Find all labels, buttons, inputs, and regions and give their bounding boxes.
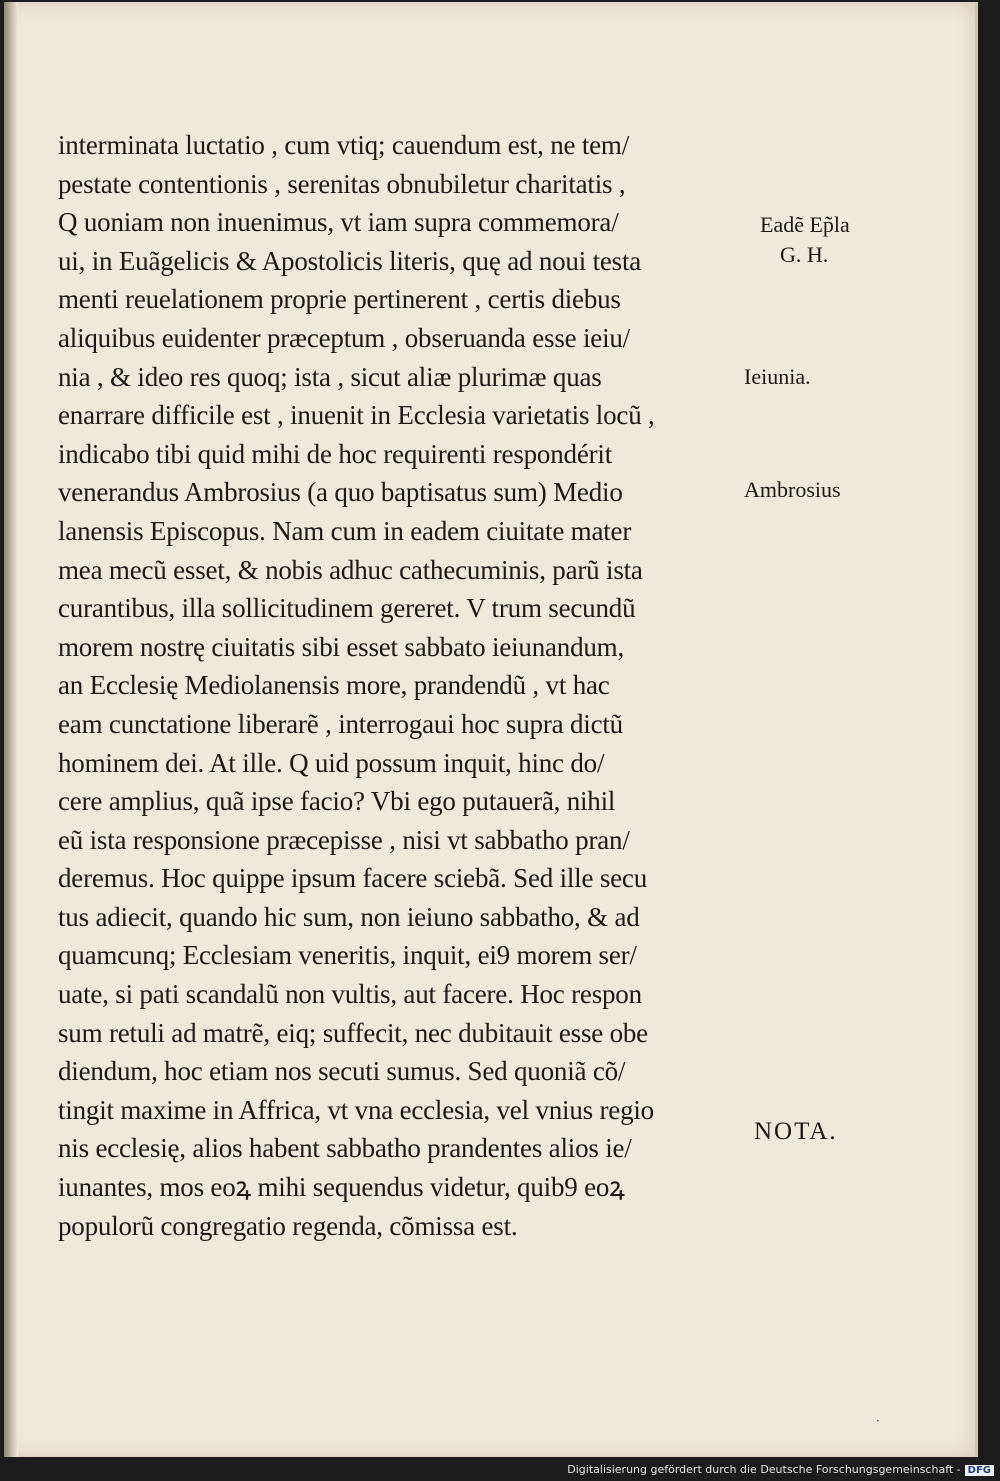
text-line-4: ui, in Euãgelicis & Apostolicis literis, quę ad noui testa (58, 245, 642, 276)
text-line-10: venerandus Ambrosius (a quo baptisatus sum) Medio (58, 477, 623, 508)
text-line-8: enarrare difficile est , inuenit in Ecclesia varietatis locũ , (58, 400, 655, 431)
text-line-6: aliquibus euidenter præceptum , obseruanda esse ieiu/ (58, 322, 630, 353)
text-line-7: nia , & ideo res quoq; ista , sicut aliæ plurimæ quas (58, 361, 602, 392)
text-line-23: uate, si pati scandalũ non vultis, aut facere. Hoc respon (58, 979, 642, 1010)
text-line-22: quamcunq; Ecclesiam veneritis, inquit, ei9 morem ser/ (58, 940, 637, 971)
text-line-21: tus adiecit, quando hic sum, non ieiuno sabbatho, & ad (58, 901, 640, 932)
text-line-3: Q uoniam non inuenimus, vt iam supra commemora/ (58, 207, 619, 238)
text-line-20: deremus. Hoc quippe ipsum facere sciebã. Sed ille secu (58, 863, 647, 894)
text-line-13: curantibus, illa sollicitudinem gereret. V trum secundũ (58, 593, 636, 624)
text-line-24: sum retuli ad matrẽ, eiq; suffecit, nec dubitauit esse obe (58, 1017, 648, 1048)
text-line-26: tingit maxime in Affrica, vt vna ecclesia, vel vnius regio (58, 1094, 654, 1125)
text-line-18: cere amplius, quã ipse facio? Vbi ego putauerã, nihil (58, 786, 616, 817)
margin-note-ieiunia: Ieiunia. (744, 364, 811, 389)
text-line-17: hominem dei. At ille. Q uid possum inquit, hinc do/ (58, 747, 605, 778)
text-line-27: nis ecclesię, alios habent sabbatho prandentes alios ie/ (58, 1133, 632, 1164)
book-page (4, 2, 978, 1457)
margin-note-eadem-epistola: Eadẽ Ep̃la (760, 212, 850, 237)
credit-text: Digitalisierung gefördert durch die Deutsche Forschungsgemeinschaft - (567, 1463, 961, 1476)
page-gutter-shadow (4, 2, 18, 1457)
margin-note-gh: G. H. (780, 242, 829, 267)
text-line-16: eam cunctatione liberarẽ , interrogaui hoc supra dictũ (58, 708, 623, 739)
text-line-12: mea mecũ esset, & nobis adhuc cathecuminis, parũ ista (58, 554, 643, 585)
digitization-credit (567, 1463, 994, 1476)
text-line-2: pestate contentionis , serenitas obnubiletur charitatis , (58, 168, 626, 199)
text-line-14: morem nostrę ciuitatis sibi esset sabbato ieiunandum, (58, 631, 625, 662)
text-line-11: lanensis Episcopus. Nam cum in eadem ciuitate mater (58, 515, 632, 546)
text-line-19: eũ ista responsione præcepisse , nisi vt sabbatho pran/ (58, 824, 630, 855)
text-line-15: an Ecclesię Mediolanensis more, prandendũ , vt hac (58, 670, 610, 701)
body-text (58, 126, 748, 1245)
text-line-28: iunantes, mos eoꝝ mihi sequendus videtur, quib9 eoꝝ (58, 1172, 625, 1203)
text-line-25: diendum, hoc etiam nos secuti sumus. Sed quoniã cõ/ (58, 1056, 626, 1087)
text-line-5: menti reuelationem proprie pertinerent , certis diebus (58, 284, 621, 315)
page-speck: · (876, 1414, 880, 1428)
margin-note-ambrosius: Ambrosius (744, 477, 841, 502)
dfg-logo: DFG (965, 1465, 994, 1476)
text-line-9: indicabo tibi quid mihi de hoc requirenti respondérit (58, 438, 613, 469)
text-line-1: interminata luctatio , cum vtiq; cauendum est, ne tem/ (58, 130, 630, 160)
text-line-29: populorũ congregatio regenda, cõmissa est. (58, 1210, 518, 1241)
margin-note-nota: NOTA. (754, 1118, 838, 1145)
